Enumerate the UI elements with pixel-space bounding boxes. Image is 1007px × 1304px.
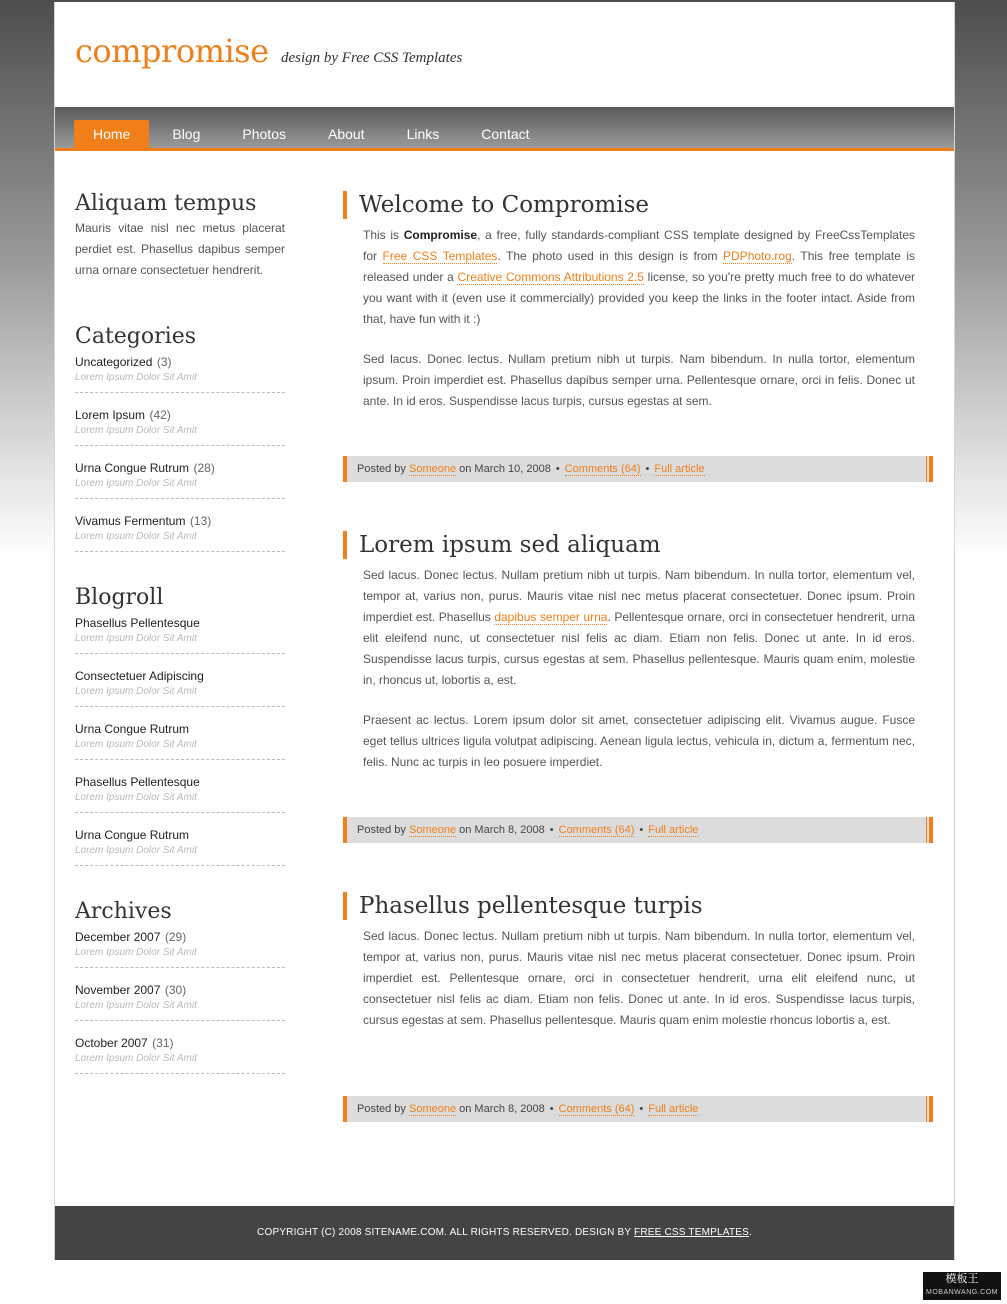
pdphoto-link[interactable]: PDPhoto.rog [723,249,792,263]
author-link[interactable]: Someone [408,1103,457,1115]
blogroll-link[interactable]: Urna Congue Rutrum [75,828,190,842]
posted-by-label: Posted by [357,463,406,475]
separator-dot: • [555,463,560,475]
site-logo[interactable] [75,32,462,70]
comments-link[interactable]: Comments (64) [558,824,635,836]
post-date: on March 8, 2008 [459,824,545,836]
comments-link[interactable]: Comments (64) [558,1103,635,1115]
category-name[interactable]: Uncategorized [75,355,153,369]
post-meta [343,817,933,843]
blogroll-item[interactable] [75,824,285,866]
comments-link[interactable]: Comments (64) [564,463,641,475]
meta-accent-bar [929,817,933,843]
archives-heading: Archives [75,899,172,924]
category-subtitle: Lorem Ipsum Dolor Sit Amit [75,531,197,542]
watermark-badge [923,1272,1001,1300]
category-count: (13) [189,514,212,528]
post-body [343,920,933,1031]
author-link[interactable]: Someone [408,463,457,475]
full-article-link[interactable]: Full article [654,463,705,475]
watermark-title: 模板王 [945,1273,979,1285]
category-name[interactable]: Urna Congue Rutrum [75,461,190,475]
post-meta [343,456,933,482]
blogroll-link[interactable]: Consectetuer Adipiscing [75,669,204,683]
meta-accent-line [926,1096,927,1122]
posted-by-label: Posted by [357,824,406,836]
blogroll-subtitle: Lorem Ipsum Dolor Sit Amit [75,739,197,750]
post-date: on March 8, 2008 [459,1103,545,1115]
author-link[interactable]: Someone [408,824,457,836]
blogroll-item[interactable] [75,771,285,813]
category-subtitle: Lorem Ipsum Dolor Sit Amit [75,425,197,436]
menu-item-blog[interactable]: Blog [172,126,201,142]
text-run: . The photo used in this design is from [497,249,724,263]
post-date: on March 10, 2008 [459,463,551,475]
blogroll-subtitle: Lorem Ipsum Dolor Sit Amit [75,845,197,856]
post-paragraph: Sed lacus. Donec lectus. Nullam pretium nibh ut turpis. Nam bibendum. In nulla tortor, elementum vel, tempor at, varius non, purus. Mauris vitae nisl nec metus placerat consectetuer. Donec ipsum. Proin imperdiet est. Pellentesque ornare, orci in consectetuer hendrerit, urna elit eleifend nunc, ut consectetuer nisl felis ac diam. Etiam non felis. Donec ut ante. In id eros. Suspendisse lacus turpis, cursus egestas at sem. Phasellus pellentesque. Mauris quam enim molestie rhoncus lobortis a, est. [363,929,915,1027]
free-css-templates-link[interactable]: Free CSS Templates [382,249,498,263]
separator-dot: • [549,1103,554,1115]
copyright-end: . [748,1227,752,1238]
footer [55,1206,954,1260]
post [343,892,933,1050]
text-run: . Pellentesque ornare, orci in consectetuer hendrerit, urna elit eleifend nunc, ut consectetuer nisl felis ac diam. Etiam non felis. Donec ut ante. In id eros. Suspendisse lacus turpis, cursus egestas at sem. Phasellus pellentesque. Mauris quam enim, molestie in, rhoncus ut, lobortis a, est. [363,610,915,687]
menu-item-about[interactable]: About [327,126,365,142]
copyright-text: COPYRIGHT (C) 2008 SITENAME.COM. ALL RIGHTS RESERVED. DESIGN BY [257,1227,635,1238]
separator-dot: • [549,824,554,836]
footer-design-link[interactable]: FREE CSS TEMPLATES [634,1227,749,1238]
separator-dot: • [645,463,650,475]
text-run: license, so you're pretty much free to do whatever you want with it (even use it commercially) provided you keep the links in the footer intact. Aside from that, have fun with it :) [363,270,915,326]
about-text: Mauris vitae nisl nec metus placerat perdiet est. Phasellus dapibus semper urna ornare consectetuer hendrerit. [75,221,285,277]
blogroll-block [75,584,285,866]
category-count: (28) [193,461,215,475]
post-paragraph: Sed lacus. Donec lectus. Nullam pretium nibh ut turpis. Nam bibendum. In nulla tortor, elementum ipsum. Proin imperdiet est. Phasellus dapibus semper urna. Pellentesque ornare, orci in felis. Donec ut ante. In id eros. Suspendisse lacus turpis, cursus egestas at sem. [363,352,915,408]
separator-dot: • [639,1103,644,1115]
page-container [54,2,955,1260]
archive-item[interactable] [75,979,285,1021]
post [343,191,933,431]
bold-text: Compromise [403,228,478,242]
watermark-url: MOBANWANG.COM [926,1289,998,1296]
post-paragraph [363,225,915,330]
archive-month[interactable]: December 2007 [75,930,161,944]
blogroll-item[interactable] [75,612,285,654]
archive-count: (31) [152,1036,174,1050]
archive-month[interactable]: October 2007 [75,1036,148,1050]
category-item[interactable] [75,510,285,552]
menu-item-links[interactable]: Links [406,126,440,142]
blogroll-subtitle: Lorem Ipsum Dolor Sit Amit [75,792,197,803]
blogroll-link[interactable]: Phasellus Pellentesque [75,775,200,789]
categories-block [75,323,285,552]
archive-count: (30) [164,983,187,997]
blogroll-item[interactable] [75,718,285,760]
post-title[interactable]: Welcome to Compromise [343,191,933,219]
category-item[interactable] [75,351,285,393]
post-body [343,559,933,773]
meta-accent-bar [929,456,933,482]
separator-dot: • [639,824,644,836]
meta-accent-bar [929,1096,933,1122]
meta-accent-line [926,817,927,843]
text-run: , a free, fully standards-compliant CSS template designed by FreeCssTemplates for [363,228,915,263]
blogroll-link[interactable]: Urna Congue Rutrum [75,722,190,736]
category-item[interactable] [75,457,285,499]
post-title[interactable]: Lorem ipsum sed aliquam [343,531,933,559]
text-run: . This free template is released under a [363,249,915,284]
post-title[interactable]: Phasellus pellentesque turpis [343,892,933,920]
blogroll-subtitle: Lorem Ipsum Dolor Sit Amit [75,633,197,644]
archive-subtitle: Lorem Ipsum Dolor Sit Amit [75,947,197,958]
blogroll-heading: Blogroll [75,585,164,610]
category-name[interactable]: Lorem Ipsum [75,408,146,422]
about-heading: Aliquam tempus [75,191,257,216]
dapibus-link[interactable]: dapibus semper urna [494,610,608,624]
full-article-link[interactable]: Full article [648,824,699,836]
archive-subtitle: Lorem Ipsum Dolor Sit Amit [75,1000,197,1011]
archive-count: (29) [164,930,187,944]
site-title[interactable]: compromise [75,32,269,70]
text-run: Sed lacus. Donec lectus. Nullam pretium nibh ut turpis. Nam bibendum. In nulla tortor, elementum vel, tempor at, varius non, purus. Mauris vitae nisl nec metus placerat consectetuer. Donec ipsum. Proin imperdiet est. Phasellus [363,568,915,624]
category-count: (42) [149,408,171,422]
meta-accent-line [926,456,927,482]
archive-subtitle: Lorem Ipsum Dolor Sit Amit [75,1053,197,1064]
creative-commons-link[interactable]: Creative Commons Attributions 2.5 [457,270,644,284]
about-block [75,190,285,281]
blogroll-link[interactable]: Phasellus Pellentesque [75,616,200,630]
full-article-link[interactable]: Full article [648,1103,699,1115]
menu-item-home[interactable]: Home [74,120,149,148]
category-subtitle: Lorem Ipsum Dolor Sit Amit [75,478,197,489]
archives-block [75,898,285,1074]
main-menu [55,107,954,151]
archive-month[interactable]: November 2007 [75,983,161,997]
category-subtitle: Lorem Ipsum Dolor Sit Amit [75,372,197,383]
post-meta [343,1096,933,1122]
post-paragraph: Praesent ac lectus. Lorem ipsum dolor sit amet, consectetuer adipiscing elit. Vivamus augue. Fusce eget tellus ultrices ligula volutpat adipiscing. Aenean ligula lectus, vehicula in, dictum a, fermentum nec, felis. Nunc ac turpis in leo posuere imperdiet. [363,713,915,769]
category-count: (3) [156,355,172,369]
post-paragraph [363,565,915,691]
categories-heading: Categories [75,324,196,349]
category-name[interactable]: Vivamus Fermentum [75,514,186,528]
post-body [343,219,933,412]
sidebar [75,190,285,1104]
posted-by-label: Posted by [357,1103,406,1115]
site-tagline: design by Free CSS Templates [280,50,463,66]
text-run: This is [363,228,404,242]
post [343,531,933,792]
blogroll-item[interactable] [75,665,285,707]
menu-item-photos[interactable]: Photos [242,126,286,142]
category-item[interactable] [75,404,285,446]
archive-item[interactable] [75,1032,285,1074]
menu-item-contact[interactable]: Contact [481,126,530,142]
archive-item[interactable] [75,926,285,968]
blogroll-subtitle: Lorem Ipsum Dolor Sit Amit [75,686,197,697]
